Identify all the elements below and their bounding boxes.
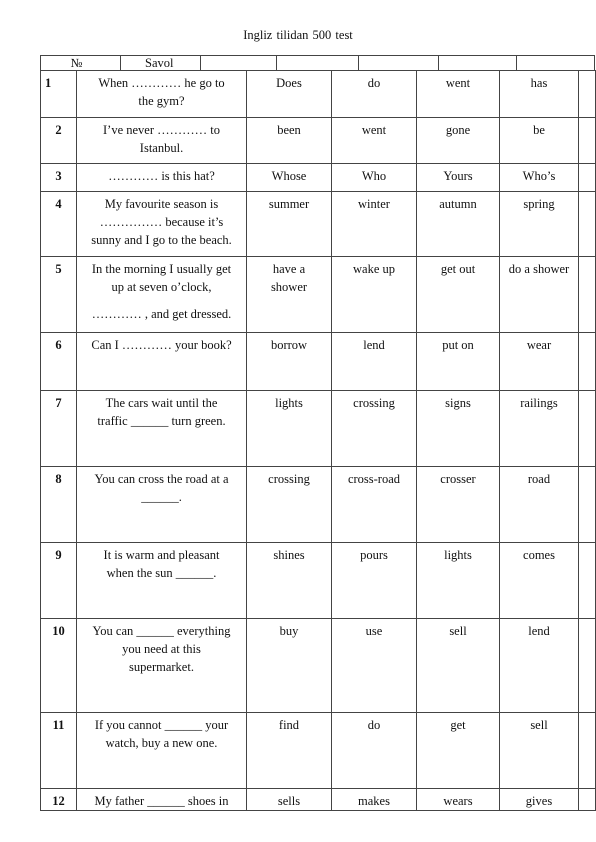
question-row — [41, 467, 596, 543]
header-blank-cell — [439, 56, 517, 70]
question-number: 12 — [41, 789, 77, 811]
question-row — [41, 789, 596, 811]
question-text: Can I ………… your book? — [77, 333, 247, 391]
header-number: № — [41, 56, 121, 70]
option-c: Yours — [417, 164, 500, 192]
blank-cell — [579, 789, 596, 811]
question-text: In the morning I usually get up at seven o’clock, ………… , and get dressed. — [77, 257, 247, 333]
option-c: sell — [417, 619, 500, 713]
option-d: road — [500, 467, 579, 543]
blank-cell — [579, 713, 596, 789]
question-text: ………… is this hat? — [77, 164, 247, 192]
option-a: borrow — [247, 333, 332, 391]
header-question: Savol — [121, 56, 201, 70]
question-number: 4 — [41, 192, 77, 257]
option-c: autumn — [417, 192, 500, 257]
question-number: 7 — [41, 391, 77, 467]
header-blank-cell — [517, 56, 594, 70]
option-c: gone — [417, 118, 500, 164]
question-text: It is warm and pleasant when the sun ______. — [77, 543, 247, 619]
question-text: If you cannot ______ your watch, buy a new one. — [77, 713, 247, 789]
header-blank-cell — [277, 56, 359, 70]
option-b: makes — [332, 789, 417, 811]
option-a: have a shower — [247, 257, 332, 333]
option-c: went — [417, 71, 500, 118]
option-a: summer — [247, 192, 332, 257]
option-d: has — [500, 71, 579, 118]
question-row — [41, 619, 596, 713]
option-b: do — [332, 713, 417, 789]
page-title: Ingliz tilidan 500 test — [243, 28, 353, 42]
option-d: gives — [500, 789, 579, 811]
question-number: 5 — [41, 257, 77, 333]
question-number: 1 — [41, 71, 77, 118]
option-c: put on — [417, 333, 500, 391]
option-a: crossing — [247, 467, 332, 543]
option-c: signs — [417, 391, 500, 467]
question-text: My favourite season is …………… because it’s sunny and I go to the beach. — [77, 192, 247, 257]
blank-cell — [579, 391, 596, 467]
question-row — [41, 713, 596, 789]
question-number: 6 — [41, 333, 77, 391]
blank-cell — [579, 543, 596, 619]
option-b: Who — [332, 164, 417, 192]
blank-cell — [579, 333, 596, 391]
option-b: winter — [332, 192, 417, 257]
question-table — [40, 70, 596, 811]
option-b: pours — [332, 543, 417, 619]
option-a: find — [247, 713, 332, 789]
blank-cell — [579, 467, 596, 543]
option-d: do a shower — [500, 257, 579, 333]
option-b: do — [332, 71, 417, 118]
option-d: comes — [500, 543, 579, 619]
blank-cell — [579, 118, 596, 164]
question-row — [41, 192, 596, 257]
option-a: Does — [247, 71, 332, 118]
question-number: 9 — [41, 543, 77, 619]
option-a: been — [247, 118, 332, 164]
question-row — [41, 391, 596, 467]
option-b: lend — [332, 333, 417, 391]
question-row — [41, 164, 596, 192]
question-text: When ………… he go to the gym? — [77, 71, 247, 118]
option-c: get — [417, 713, 500, 789]
question-number: 8 — [41, 467, 77, 543]
option-d: lend — [500, 619, 579, 713]
blank-cell — [579, 164, 596, 192]
option-a: Whose — [247, 164, 332, 192]
option-d: spring — [500, 192, 579, 257]
question-number: 10 — [41, 619, 77, 713]
header-blank-cell — [201, 56, 277, 70]
table-header — [40, 55, 595, 71]
option-b: went — [332, 118, 417, 164]
question-row — [41, 118, 596, 164]
question-text: The cars wait until the traffic ______ turn green. — [77, 391, 247, 467]
option-b: use — [332, 619, 417, 713]
blank-cell — [579, 257, 596, 333]
question-text: You can ______ everything you need at this supermarket. — [77, 619, 247, 713]
option-b: crossing — [332, 391, 417, 467]
question-text: I’ve never ………… to Istanbul. — [77, 118, 247, 164]
option-d: wear — [500, 333, 579, 391]
option-d: sell — [500, 713, 579, 789]
question-number: 11 — [41, 713, 77, 789]
option-c: crosser — [417, 467, 500, 543]
blank-cell — [579, 71, 596, 118]
option-d: Who’s — [500, 164, 579, 192]
option-a: sells — [247, 789, 332, 811]
question-text: My father ______ shoes in — [77, 789, 247, 811]
question-text: You can cross the road at a ______. — [77, 467, 247, 543]
option-c: wears — [417, 789, 500, 811]
header-blank-cell — [359, 56, 439, 70]
option-c: get out — [417, 257, 500, 333]
question-number: 3 — [41, 164, 77, 192]
option-b: wake up — [332, 257, 417, 333]
option-d: railings — [500, 391, 579, 467]
blank-cell — [579, 192, 596, 257]
option-c: lights — [417, 543, 500, 619]
question-number: 2 — [41, 118, 77, 164]
option-b: cross-road — [332, 467, 417, 543]
question-row — [41, 71, 596, 118]
option-d: be — [500, 118, 579, 164]
question-row — [41, 257, 596, 333]
option-a: lights — [247, 391, 332, 467]
option-a: buy — [247, 619, 332, 713]
question-row — [41, 543, 596, 619]
question-row — [41, 333, 596, 391]
blank-cell — [579, 619, 596, 713]
option-a: shines — [247, 543, 332, 619]
